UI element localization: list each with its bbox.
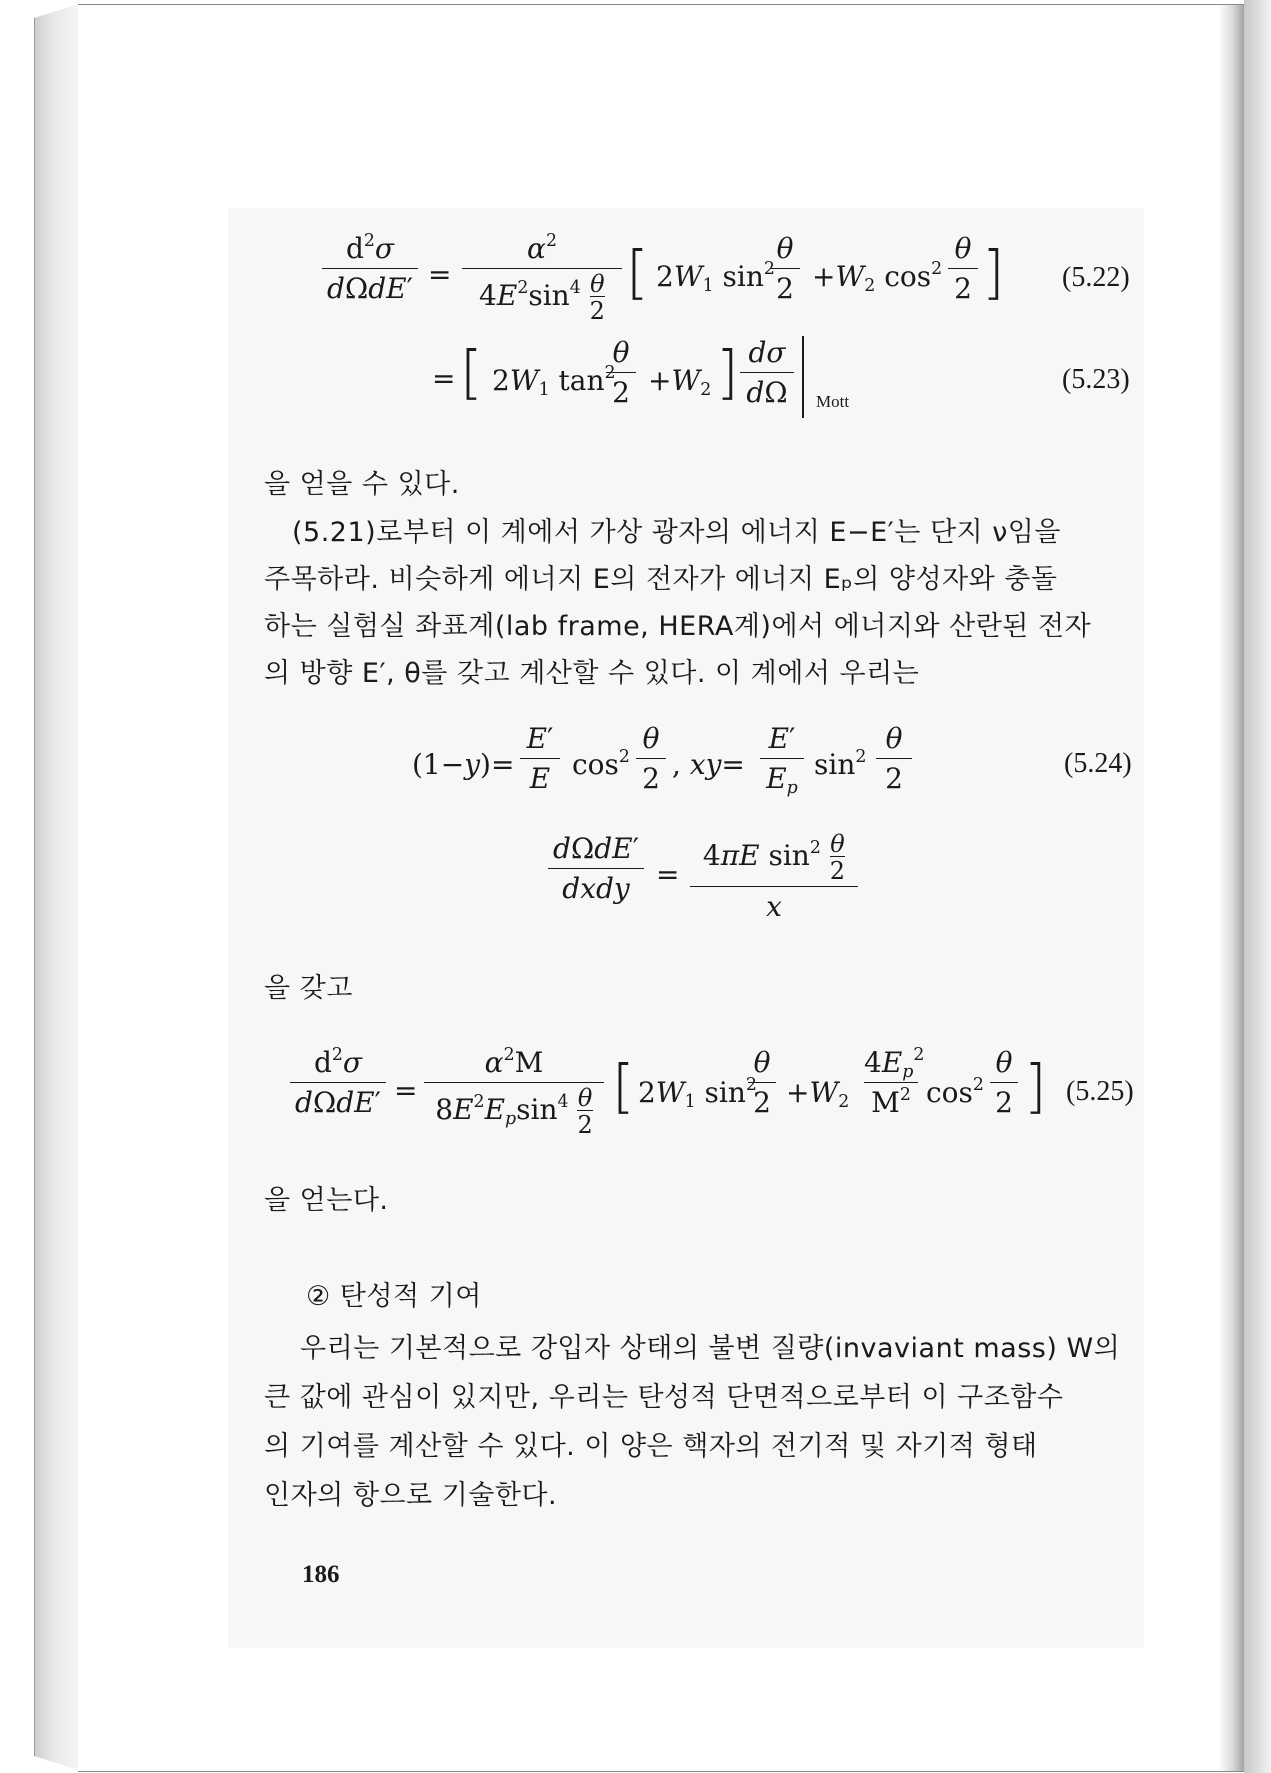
theta-half-1: θ 2 xyxy=(636,722,666,795)
ep-over-m-fraction: $4E_p^2$ $M^2$ xyxy=(864,1044,925,1119)
page-edge-shadow xyxy=(1218,5,1244,1771)
right-bracket: ] xyxy=(1024,1052,1047,1120)
theta-half-1: θ 2 xyxy=(770,232,800,305)
text-line: 우리는 기본적으로 강입자 상태의 불변 질량(invaviant mass) W의 xyxy=(300,1333,1121,1364)
equation-number: (5.24) xyxy=(1064,748,1132,779)
theta-half-1: θ 2 xyxy=(748,1046,776,1119)
one-minus-y: (1−y)= xyxy=(412,748,515,781)
lhs-fraction: $d^2\sigma$ dΩdE′ xyxy=(290,1046,386,1119)
text-line: 의 방향 E′, θ를 갖고 계산할 수 있다. 이 계에서 우리는 xyxy=(264,658,920,689)
term-w1: $2W_1$ $\sin^2$ xyxy=(638,1074,757,1113)
term-w1: $2W_1$ $\sin^2$ xyxy=(656,258,775,297)
e-prime-over-ep: E′ $E_p$ xyxy=(760,722,804,795)
left-bracket: [ xyxy=(626,238,649,306)
equals-sign: = xyxy=(656,858,680,891)
page-right-edge xyxy=(1244,0,1271,1773)
right-bracket: ] xyxy=(716,338,739,406)
equation-number: (5.22) xyxy=(1062,262,1130,293)
xy-term: , xy= xyxy=(672,748,745,781)
theta-half: θ 2 xyxy=(606,336,636,409)
mott-fraction: dσ dΩ xyxy=(740,336,794,409)
text-line: 을 얻을 수 있다. xyxy=(264,469,460,500)
term-w2: $+W_2$ xyxy=(648,364,712,401)
jacobian-lhs: dΩdE′ dxdy xyxy=(548,832,644,905)
text-line: 하는 실험실 좌표계(lab frame, HERA계)에서 에너지와 산란된 전자 xyxy=(264,611,1092,642)
sin-squared: $\sin^2$ xyxy=(814,746,867,781)
theta-half-2: θ 2 xyxy=(876,722,912,795)
equals-sign: = xyxy=(428,258,452,291)
term-w2: $+W_2$ $\cos^2$ xyxy=(812,258,943,297)
theta-half-2: θ 2 xyxy=(990,1046,1018,1119)
right-bracket: ] xyxy=(982,238,1005,306)
equation-number: (5.25) xyxy=(1066,1076,1134,1107)
jacobian-rhs: 4πE $\sin^2 \frac{\theta}{2}$ x xyxy=(690,832,858,923)
text-line: 의 기여를 계산할 수 있다. 이 양은 핵자의 전기적 및 자기적 형태 xyxy=(264,1431,1038,1462)
evaluation-bar xyxy=(802,336,804,418)
text-line: 주목하라. 비슷하게 에너지 E의 전자가 에너지 Eₚ의 양성자와 충돌 xyxy=(264,564,1058,595)
text-line: 큰 값에 관심이 있지만, 우리는 탄성적 단면적으로부터 이 구조함수 xyxy=(264,1382,1064,1413)
theta-half-2: θ 2 xyxy=(948,232,978,305)
text-line: 인자의 항으로 기술한다. xyxy=(264,1480,558,1511)
alpha-m-fraction: $\alpha^2M$ $8E^2E_p\sin^4 \frac{\theta}{2}$ xyxy=(424,1046,604,1137)
equals-sign: = xyxy=(394,1074,418,1107)
text-line: 을 얻는다. xyxy=(264,1185,389,1216)
text-line: 을 갖고 xyxy=(264,973,353,1004)
equals-sign: = xyxy=(432,362,456,395)
cos-squared: $\cos^2$ xyxy=(572,746,630,781)
e-prime-over-e: E′ E xyxy=(520,722,560,795)
equation-number: (5.23) xyxy=(1062,364,1130,395)
left-bracket: [ xyxy=(612,1052,635,1120)
term-w1: $2W_1$ $\tan^2$ xyxy=(492,362,616,401)
mott-label: Mott xyxy=(816,392,850,411)
cos-squared: $\cos^2$ xyxy=(926,1074,984,1109)
lhs-fraction: $d^2\sigma$ dΩdE′ xyxy=(322,232,418,305)
alpha-fraction: $\alpha^2$ $4E^2\sin^4 \frac{\theta}{2}$ xyxy=(462,232,622,323)
page-number: 186 xyxy=(302,1561,340,1588)
term-w2: $+W_2$ xyxy=(786,1076,850,1113)
book-spine xyxy=(34,4,79,1770)
section-title: ② 탄성적 기여 xyxy=(306,1281,482,1312)
left-bracket: [ xyxy=(460,338,483,406)
text-line: (5.21)로부터 이 계에서 가상 광자의 에너지 E−E′는 단지 ν임을 xyxy=(292,517,1061,548)
